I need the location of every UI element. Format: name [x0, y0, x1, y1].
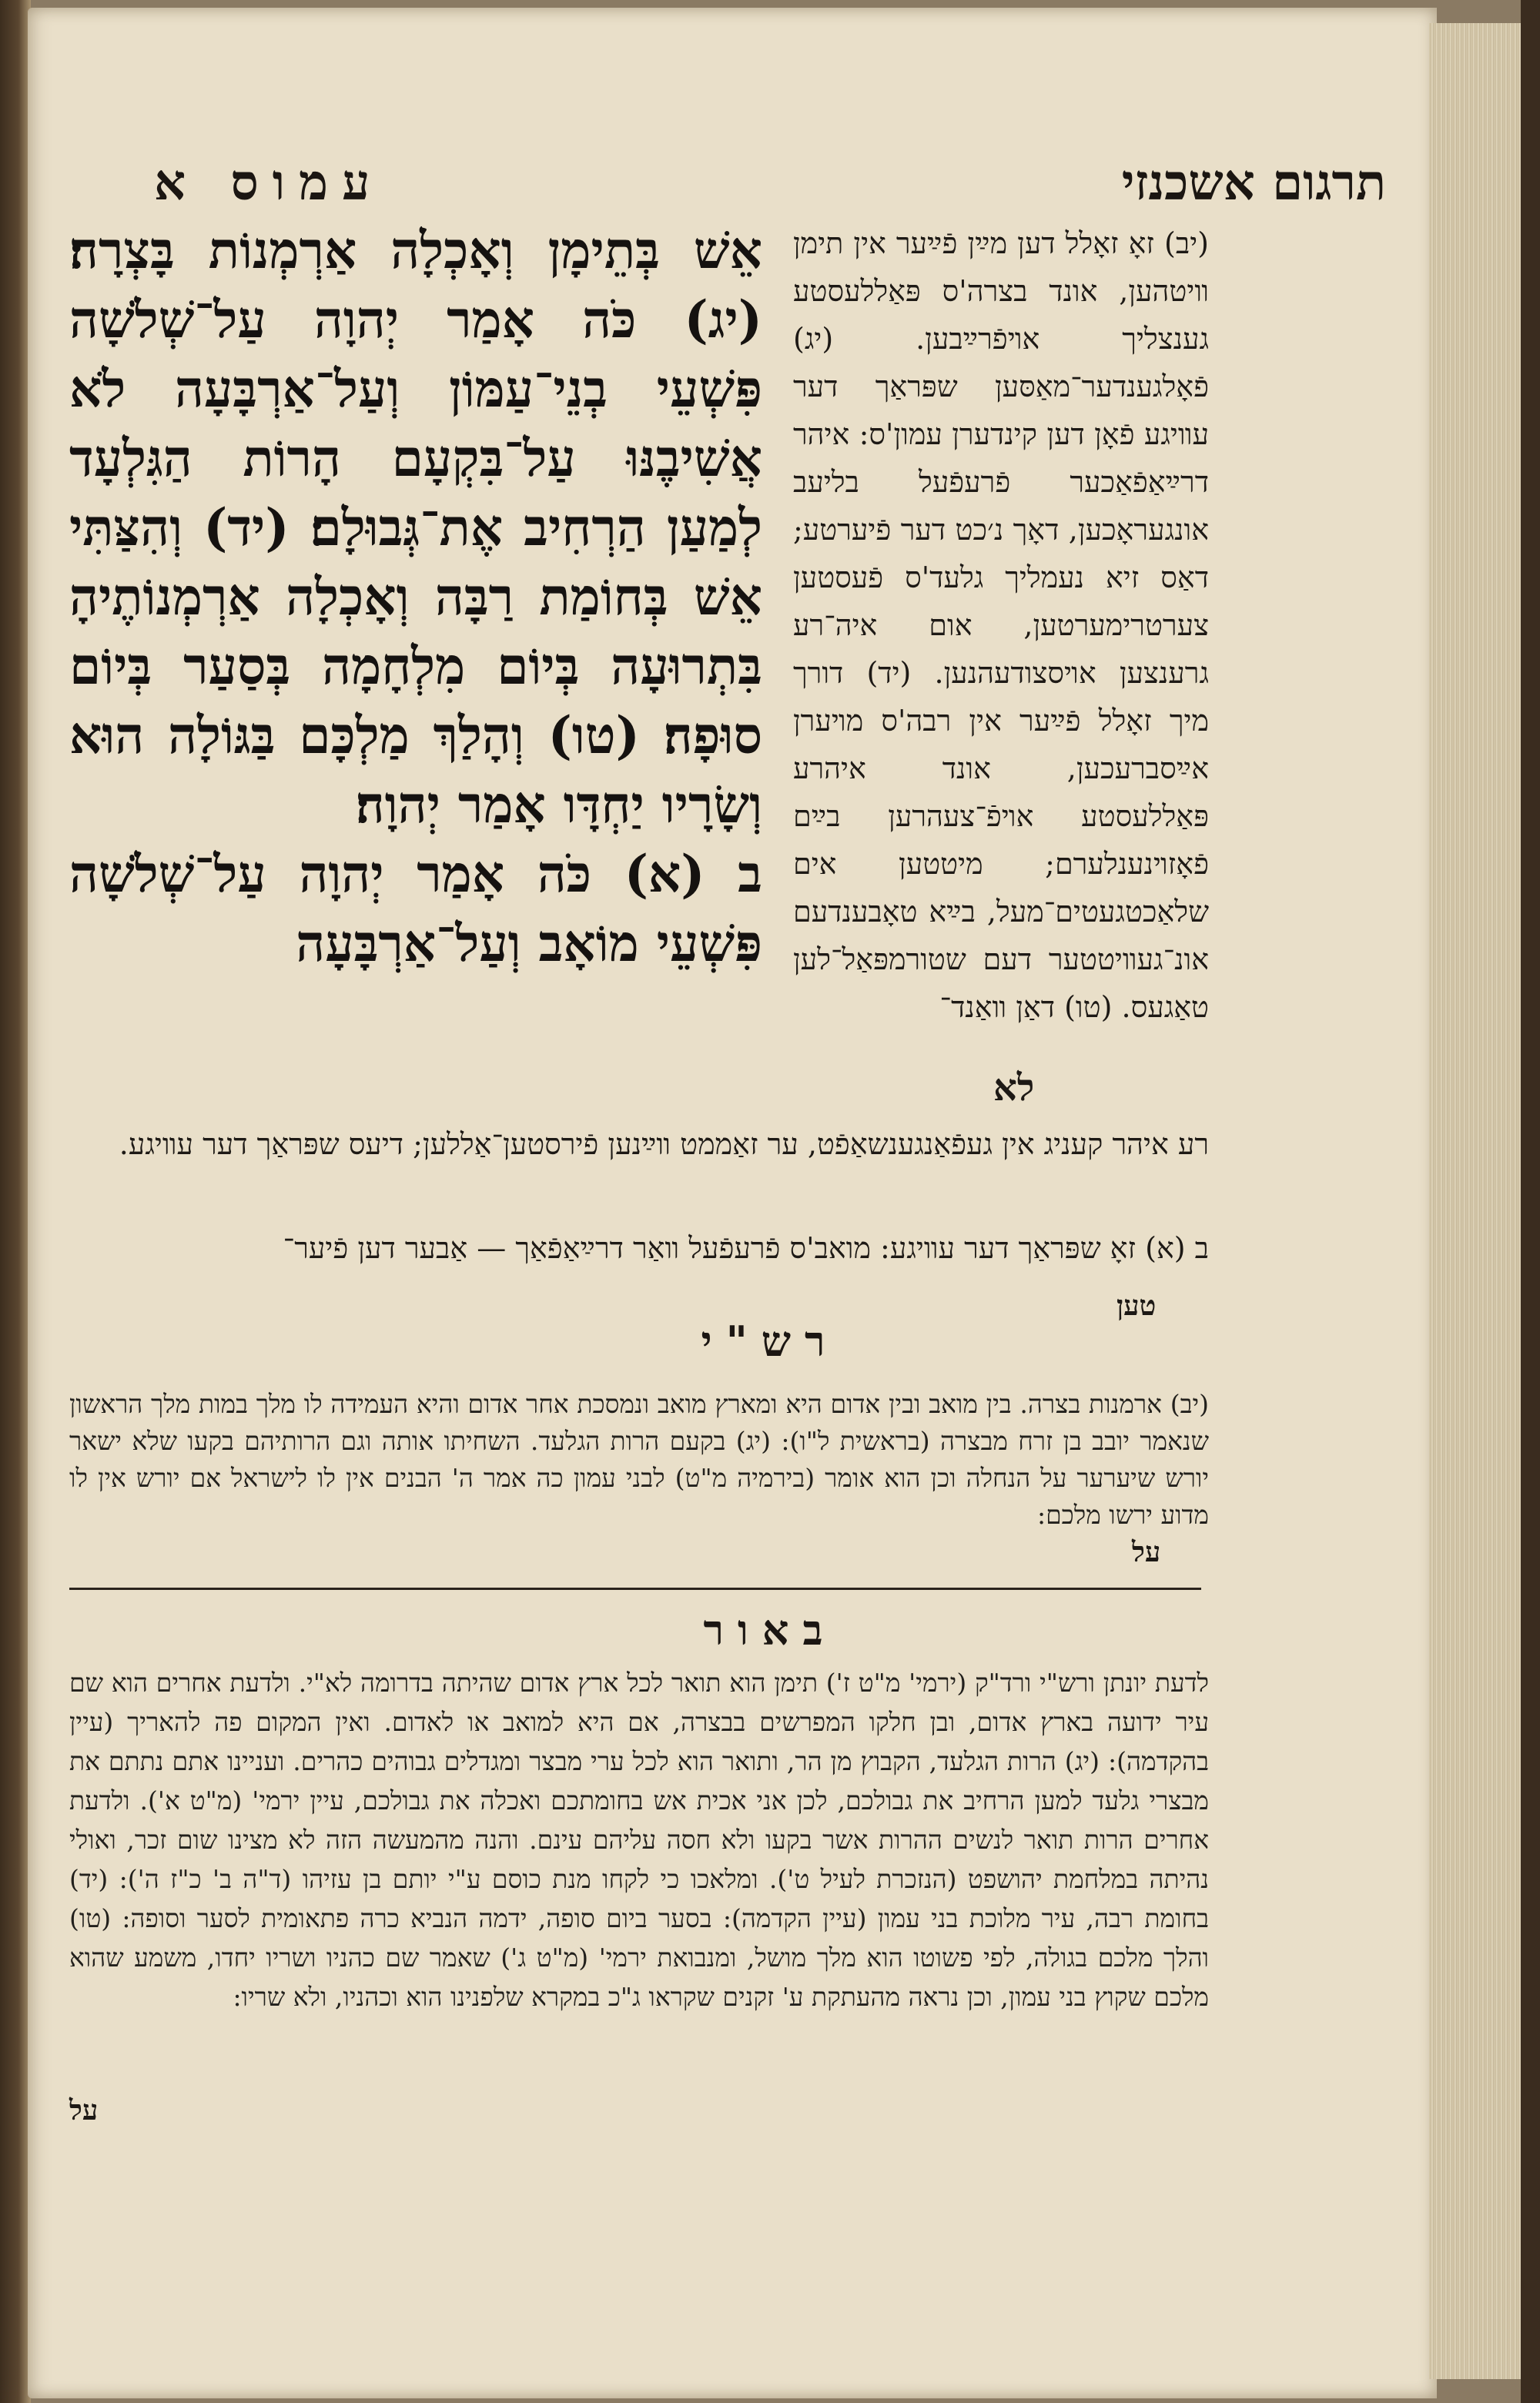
- catchword-main: לא: [993, 1066, 1035, 1109]
- section-divider: [69, 1588, 1201, 1590]
- page-edges: [1429, 23, 1532, 2379]
- main-verse-block-1: אֵשׁ בְּתֵימָן וְאָכְלָה אַרְמְנוֹת בָּצְרָה׃ (יג) כֹּה אָמַר יְהוָה עַל־שְׁלֹשָׁה פִּשְׁעֵי בְנֵי־עַמּוֹן וְעַל־אַרְבָּעָה לֹא אֲשִׁיבֶנּוּ עַל־בִּקְעָם הָרוֹת הַגִּלְעָד לְמַעַן הַרְחִיב אֶת־גְּבוּלָם׃ (יד) וְהִצַּתִּי אֵשׁ בְּחוֹמַת רַבָּה וְאָכְלָה אַרְמְנוֹתֶיהָ בִּתְרוּעָה בְּיוֹם מִלְחָמָה בְּסַעַר בְּיוֹם סוּפָה׃ (טו) וְהָלַךְ מַלְכָּם בַּגּוֹלָה הוּא וְשָׂרָיו יַחְדָּו אָמַר יְהוָה׃: [69, 220, 762, 835]
- translation-continuation: [69, 1120, 1209, 1168]
- rashi-text: (יב) ארמנות בצרה. בין מואב ובין אדום היא ומארץ מואב ונמסכת אחר אדום והיא העמידה לו מלך במות מלך הראשון שנאמר יובב בן זרח מבצרה (בראשית ל"ו): (יג) בקעם הרות הגלעד. השחיתו אותה וגם הרותיהם בקעו שלא ישאר יורש שיערער על הנחלה וכן הוא אומר (בירמיה מ"ט) לבני עמון כה אמר ה' הבנים אין לו לישראל אם יורש אין לו מדוע ירשו מלכם:: [69, 1389, 1209, 1530]
- running-header-book: עמוס א: [154, 154, 384, 212]
- translation-column: [793, 219, 1209, 1120]
- book-cover-right: [1521, 0, 1540, 2403]
- running-header-translation: תרגום אשכנזי: [1121, 154, 1386, 212]
- main-hebrew-text: [69, 216, 762, 1086]
- biur-text: לדעת יונתן ורש"י ורד"ק (ירמי' מ"ט ז') תימן הוא תואר לכל ארץ אדום שהיתה בדרומה לא"י. ולדעת אחרים הוא שם עיר ידועה בארץ אדום, ובן חלקו המפרשים בבצרה, אם היא למואב או לאדום. ואין המקום פה להאריך (עיין בהקדמה): (יג) הרות הגלעד, הקבוץ מן הר, ותואר הוא לכל ערי מבצר ומגדלים גבוהים כהרים. ועניינו אתם נתתם את מבצרי גלעד למען הרחיב את גבולכם, לכן אני אכית אש בחומתכם ואכלה את גבולכם, עיין ירמי' (מ"ט א'). ולדעת אחרים הרות תואר לנשים ההרות אשר בקעו ולא חסה עליהם עינם. והנה מהמעשה הזה לא מצינו שום זכר, ואולי נהיתה במלחמת יהושפט (הנזכרת לעיל ט'). ומלאכו כי לקחו מנת כוסם ע"י יותם בן עזיהו (ד"ה ב' כ"ז ה'): (יד) בחומת רבה, עיר מלוכת בני עמון (עיין הקדמה): בסער ביום סופה, ידמה הנביא כרה פתאומית לסער וסופה: (טו) והלך מלכם בגולה, לפי פשוטו הוא מלך מושל, ומנבואת ירמי' (מ"ט ג') שאמר שם כהניו ושריו יחדו, משמע שהוא מלכם שקוץ בני עמון, וכן נראה מהעתקת ע' זקנים שקראו ג"כ במקרא שלפנינו הוא וכהניו, ולא שריו:: [69, 1668, 1209, 2012]
- book-spine-left: [0, 0, 31, 2403]
- rashi-title: רש"י: [701, 1317, 839, 1366]
- translation-line-2-1: ב (א) זאָ שפּראַך דער עװיגע: מואב'ס פֿרעפֿעל װאַר דרײַאַפֿאַך — אַבער דען פֿיער־: [283, 1231, 1209, 1265]
- biur-title: באור: [703, 1605, 837, 1655]
- rashi-commentary: [69, 1386, 1209, 1534]
- translation-line-end-15: רע איהר קעניג אין געפֿאַנגענשאַפֿט, ער זאַממט װײַנען פֿירסטען־אַללען; דיעס שפּראַך דער עװיגע.: [119, 1127, 1209, 1161]
- biur-commentary: [69, 1663, 1209, 2016]
- catchword-biur: על: [69, 2094, 99, 2127]
- catchword-translation: טען: [1116, 1290, 1157, 1322]
- translation-chapter-2: [69, 1224, 1209, 1272]
- catchword-rashi: על: [1132, 1536, 1161, 1568]
- main-verse-block-2: ב (א) כֹּה אָמַר יְהוָה עַל־שְׁלֹשָׁה פִּשְׁעֵי מוֹאָב וְעַל־אַרְבָּעָה: [69, 844, 762, 973]
- translation-paragraph: (יב) זאָ זאָלל דען מײַן פֿײַער אין תימן װיטהען, אונד בצרה'ס פּאַללעסטע גענצליך אױפֿרײַבען. (יג) פֿאָלגענדער־מאַסּען שפּראַך דער עװיגע פֿאָן דען קינדערן עמון'ס: איהר דרײַאַפֿאַכער פֿרעפֿעל בליעב אונגעראָכען, דאָך נ׳כט דער פֿיערטע; דאַס זיא נעמליך גלעד'ס פֿעסטען צערטרימערטען, אום איה־רע גרענצען אױסצודעהנען. (יד) דורך מיך זאָלל פֿײַער אין רבה'ס מױערן אײַסברעכען, אונד איהרע פּאַללעסטע אױפֿ־צעהרען בײַם פֿאָזױנענלערם; מיטטען אים שלאַכטגעטים־מעל, בײַא טאָבענדעם אונ־געװיטטער דעם שטורמפּאַל־לען טאַגעס. (טו) דאַן װאַנד־: [793, 226, 1209, 1024]
